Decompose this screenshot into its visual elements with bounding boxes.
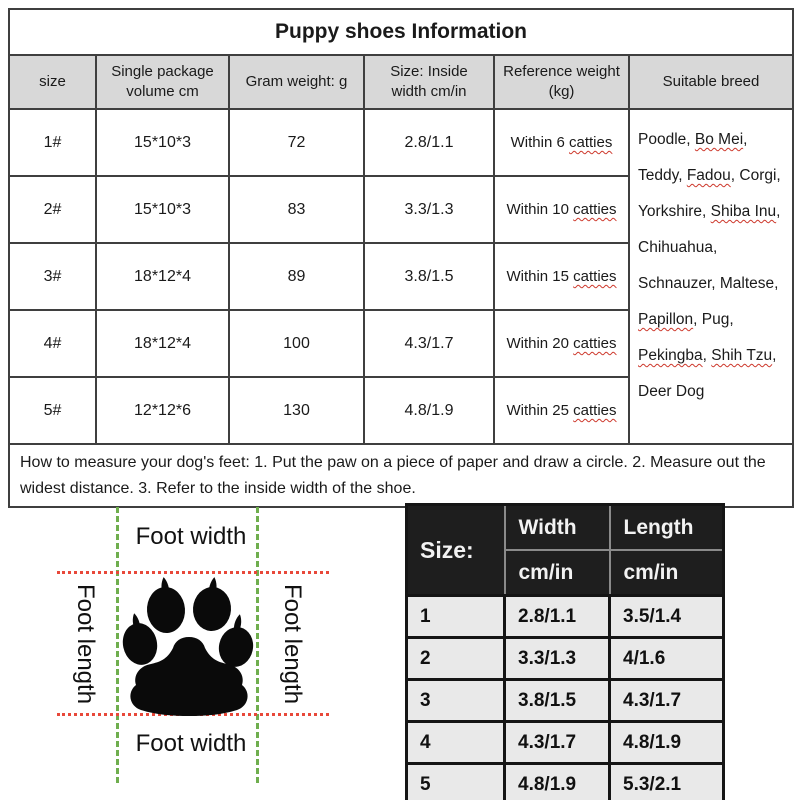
volume-cell: 18*12*4 xyxy=(96,310,229,377)
breed-text: Chihuahua, xyxy=(638,239,718,256)
col-header-reference: Reference weight (kg) xyxy=(494,55,629,109)
reference-cell xyxy=(494,243,629,310)
chart-size-cell: 5 xyxy=(407,764,505,800)
size-chart-length-unit: cm/in xyxy=(610,550,724,596)
foot-width-label-top: Foot width xyxy=(135,523,247,550)
breed-text-squiggled: Pekingba xyxy=(638,347,703,364)
breed-text: , Pug, xyxy=(693,311,734,328)
breed-line xyxy=(638,158,788,194)
breed-line xyxy=(638,194,788,230)
breed-text: Poodle, xyxy=(638,131,695,148)
inside-width-cell: 3.3/1.3 xyxy=(364,176,494,243)
breed-text: , xyxy=(743,131,748,148)
volume-cell: 15*10*3 xyxy=(96,176,229,243)
size-chart-row-2 xyxy=(407,638,724,680)
reference-text: Within 6 xyxy=(510,134,569,151)
reference-cell xyxy=(494,109,629,176)
gram-cell: 100 xyxy=(229,310,364,377)
breed-line xyxy=(638,266,788,302)
chart-width-cell: 2.8/1.1 xyxy=(505,596,610,638)
breed-text: Deer Dog xyxy=(638,383,705,400)
chart-width-cell: 4.8/1.9 xyxy=(505,764,610,800)
measuring-note: How to measure your dog's feet: 1. Put the paw on a piece of paper and draw a circle. 2. Measure out the widest distance. 3. Refer to the inside width of the shoe. xyxy=(9,444,793,507)
size-chart-length-header: Length xyxy=(610,505,724,551)
col-header-gram: Gram weight: g xyxy=(229,55,364,109)
reference-text-squiggled: catties xyxy=(573,402,617,419)
size-chart-row-3 xyxy=(407,680,724,722)
gram-cell: 83 xyxy=(229,176,364,243)
gram-cell: 130 xyxy=(229,377,364,444)
reference-cell xyxy=(494,310,629,377)
reference-text: Within 20 xyxy=(506,335,574,352)
reference-text-squiggled: catties xyxy=(573,335,617,352)
size-chart-table xyxy=(405,503,725,800)
foot-length-label-right: Foot length xyxy=(279,583,306,705)
gram-cell: 89 xyxy=(229,243,364,310)
size-chart-header-row xyxy=(407,505,724,551)
paw-print-icon xyxy=(121,566,259,720)
inside-width-cell: 3.8/1.5 xyxy=(364,243,494,310)
size-chart-row-1 xyxy=(407,596,724,638)
breed-line xyxy=(638,374,788,410)
size-chart-width-unit: cm/in xyxy=(505,550,610,596)
foot-width-label-bottom: Foot width xyxy=(135,730,247,757)
col-header-inside-width: Size: Inside width cm/in xyxy=(364,55,494,109)
breed-text: , xyxy=(776,203,781,220)
gram-cell: 72 xyxy=(229,109,364,176)
size-chart-width-header: Width xyxy=(505,505,610,551)
breed-line xyxy=(638,338,788,374)
size-chart-row-5 xyxy=(407,764,724,800)
breed-text-squiggled: Shiba Inu xyxy=(710,203,777,220)
reference-text-squiggled: catties xyxy=(573,268,617,285)
foot-length-label-left: Foot length xyxy=(72,583,99,705)
chart-width-cell: 4.3/1.7 xyxy=(505,722,610,764)
size-cell: 1# xyxy=(9,109,96,176)
suitable-breed-cell xyxy=(629,109,793,444)
size-cell: 5# xyxy=(9,377,96,444)
reference-text: Within 15 xyxy=(506,268,574,285)
reference-text: Within 25 xyxy=(506,402,574,419)
chart-size-cell: 4 xyxy=(407,722,505,764)
col-header-breed: Suitable breed xyxy=(629,55,793,109)
chart-length-cell: 5.3/2.1 xyxy=(610,764,724,800)
col-header-size: size xyxy=(9,55,96,109)
breed-line xyxy=(638,122,788,158)
reference-cell xyxy=(494,377,629,444)
reference-text: Within 10 xyxy=(506,201,574,218)
breed-line xyxy=(638,302,788,338)
reference-text-squiggled: catties xyxy=(569,134,613,151)
breed-text: , xyxy=(702,347,712,364)
breed-text-squiggled: Fadou xyxy=(686,167,731,184)
chart-length-cell: 3.5/1.4 xyxy=(610,596,724,638)
breed-text: , Corgi, xyxy=(730,167,781,184)
reference-text-squiggled: catties xyxy=(573,201,617,218)
title-row xyxy=(9,9,793,55)
inside-width-cell: 4.3/1.7 xyxy=(364,310,494,377)
size-cell: 3# xyxy=(9,243,96,310)
chart-length-cell: 4.8/1.9 xyxy=(610,722,724,764)
chart-size-cell: 1 xyxy=(407,596,505,638)
chart-size-cell: 3 xyxy=(407,680,505,722)
chart-length-cell: 4.3/1.7 xyxy=(610,680,724,722)
note-row xyxy=(9,444,793,507)
chart-length-cell: 4/1.6 xyxy=(610,638,724,680)
breed-text: Teddy, xyxy=(638,167,687,184)
size-cell: 4# xyxy=(9,310,96,377)
chart-width-cell: 3.3/1.3 xyxy=(505,638,610,680)
breed-text: , xyxy=(772,347,777,364)
chart-width-cell: 3.8/1.5 xyxy=(505,680,610,722)
volume-cell: 15*10*3 xyxy=(96,109,229,176)
volume-cell: 12*12*6 xyxy=(96,377,229,444)
page-title: Puppy shoes Information xyxy=(9,9,793,55)
inside-width-cell: 2.8/1.1 xyxy=(364,109,494,176)
breed-line xyxy=(638,230,788,266)
header-row xyxy=(9,55,793,109)
breed-text-squiggled: Bo Mei xyxy=(694,131,744,148)
size-cell: 2# xyxy=(9,176,96,243)
breed-text-squiggled: Shih Tzu xyxy=(711,347,773,364)
breed-text: Schnauzer, Maltese, xyxy=(638,275,779,292)
volume-cell: 18*12*4 xyxy=(96,243,229,310)
info-row-1 xyxy=(9,109,793,176)
size-chart-row-4 xyxy=(407,722,724,764)
breed-text-squiggled: Papillon xyxy=(638,311,694,328)
reference-cell xyxy=(494,176,629,243)
col-header-volume: Single package volume cm xyxy=(96,55,229,109)
inside-width-cell: 4.8/1.9 xyxy=(364,377,494,444)
chart-size-cell: 2 xyxy=(407,638,505,680)
size-chart-size-header: Size: xyxy=(407,505,505,596)
puppy-info-table xyxy=(8,8,794,508)
breed-text: Yorkshire, xyxy=(638,203,711,220)
